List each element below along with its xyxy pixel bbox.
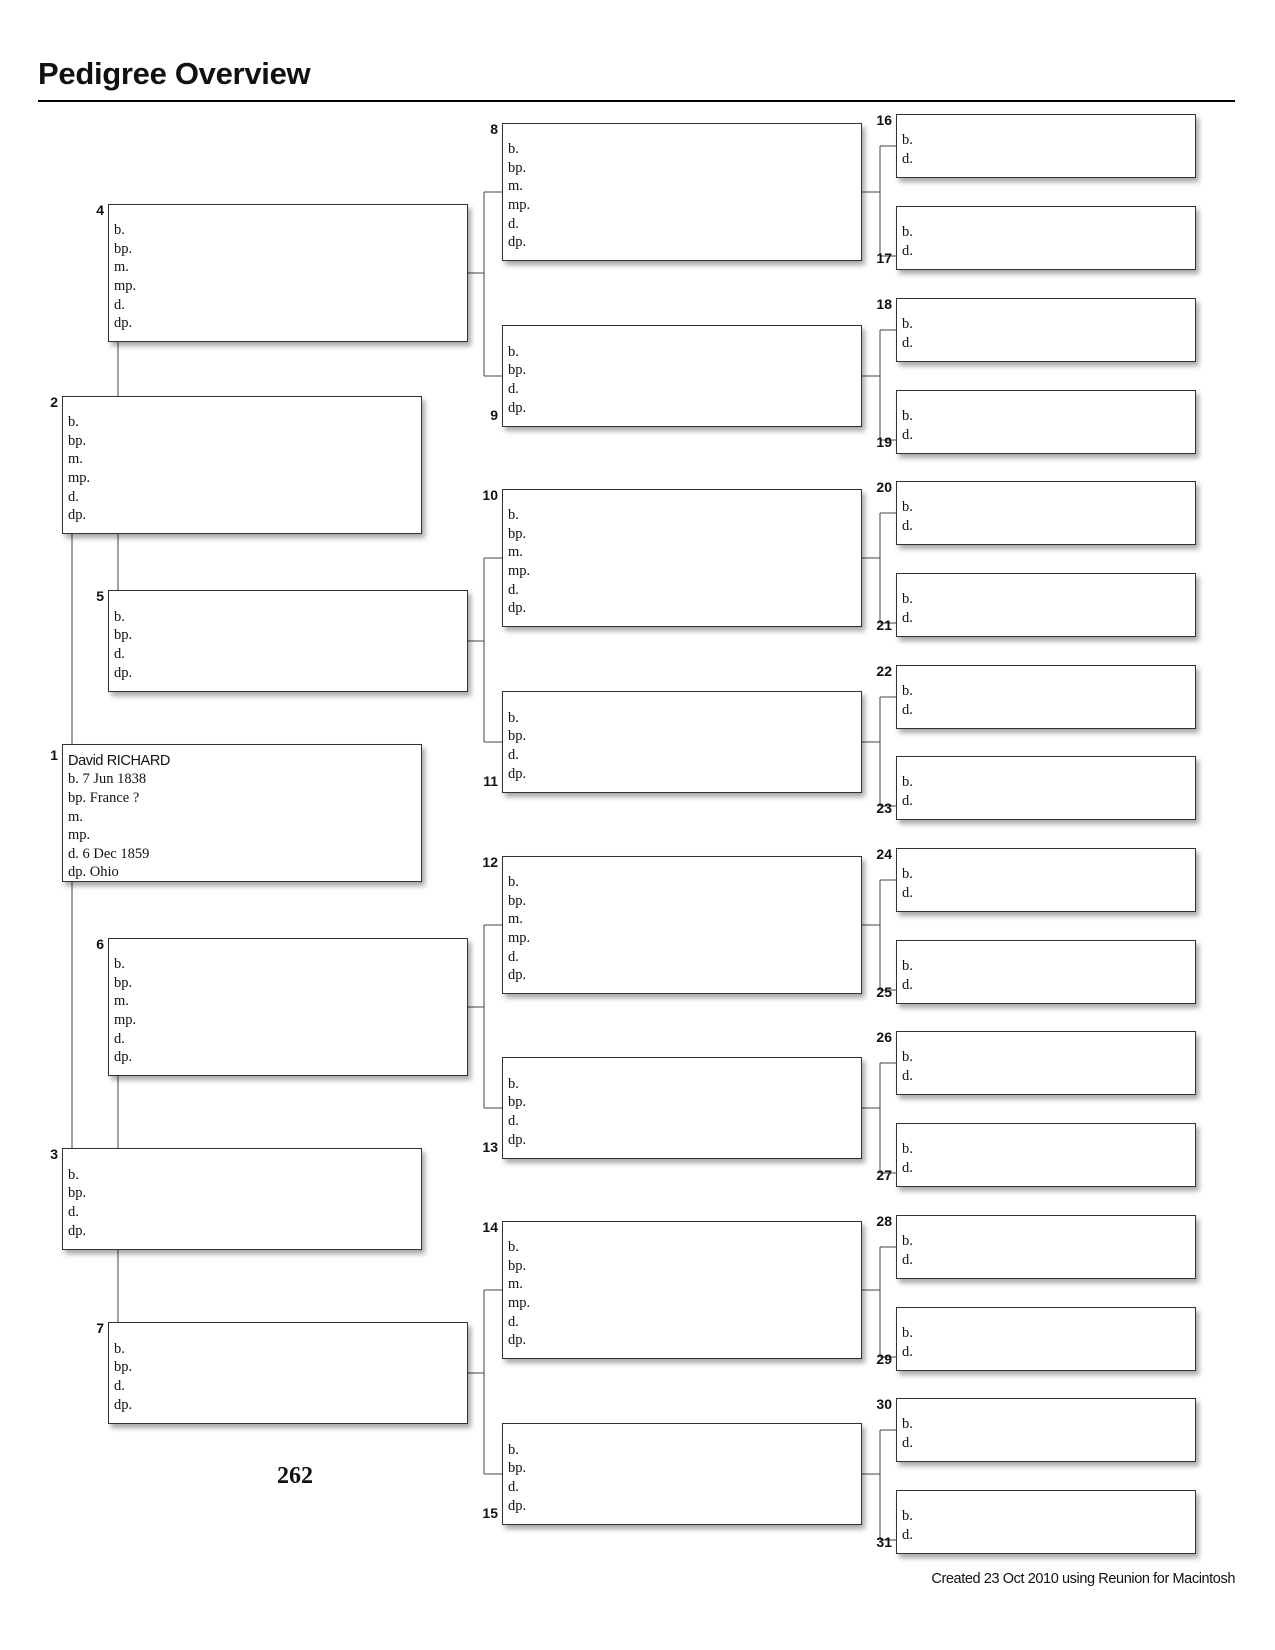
person-field: dp. [508, 765, 527, 782]
person-number-18: 18 [876, 296, 892, 312]
person-fields [508, 343, 857, 417]
person-fields [902, 1324, 1191, 1361]
person-field: dp. [508, 967, 527, 984]
person-fields [902, 957, 1191, 994]
person-box-17 [896, 206, 1196, 270]
person-field: b. [902, 1325, 913, 1342]
person-field: dp. [114, 1396, 133, 1413]
person-number-19: 19 [876, 434, 892, 450]
person-box-9 [502, 325, 862, 427]
person-field: mp. [508, 562, 531, 579]
person-number-25: 25 [876, 984, 892, 1000]
person-field: b. [902, 408, 913, 425]
page-number: 262 [277, 1463, 313, 1489]
person-fields [902, 590, 1191, 627]
person-field: bp. [508, 362, 527, 379]
person-number-15: 15 [482, 1505, 498, 1521]
person-field: bp. [114, 974, 133, 991]
person-number-31: 31 [876, 1534, 892, 1550]
person-field: d. [114, 645, 125, 662]
person-number-30: 30 [876, 1396, 892, 1412]
person-fields [902, 407, 1191, 444]
person-field: b. [902, 774, 913, 791]
person-fields [902, 315, 1191, 352]
person-box-26 [896, 1031, 1196, 1095]
person-field: b. [902, 316, 913, 333]
person-fields [902, 1232, 1191, 1269]
person-box-16 [896, 114, 1196, 178]
person-fields [902, 1140, 1191, 1177]
person-fields [508, 506, 857, 618]
person-field: b. [508, 1075, 519, 1092]
person-field: b. [902, 132, 913, 149]
person-box-12 [502, 856, 862, 994]
person-field: mp. [114, 277, 137, 294]
person-field: d. [902, 517, 913, 534]
person-number-1: 1 [50, 747, 58, 763]
person-field: d. [902, 1067, 913, 1084]
person-number-21: 21 [876, 617, 892, 633]
person-field: d. [114, 1030, 125, 1047]
person-number-22: 22 [876, 663, 892, 679]
person-field: d. [508, 1478, 519, 1495]
person-box-13 [502, 1057, 862, 1159]
person-field: d. [902, 242, 913, 259]
person-number-5: 5 [96, 588, 104, 604]
person-field: d. [114, 1377, 125, 1394]
person-field: bp. [114, 240, 133, 257]
person-field: b. [114, 956, 125, 973]
person-field: d. [508, 215, 519, 232]
person-number-28: 28 [876, 1213, 892, 1229]
person-field: bp. [114, 1359, 133, 1376]
person-fields [114, 608, 463, 682]
person-field: b. [902, 958, 913, 975]
person-field: b. [902, 1141, 913, 1158]
person-box-18 [896, 298, 1196, 362]
person-field: b. [902, 1416, 913, 1433]
person-field: m. [508, 544, 523, 561]
person-field: bp. [508, 1094, 527, 1111]
person-field: d. [902, 792, 913, 809]
person-field: b. [508, 1239, 519, 1256]
person-fields [902, 1048, 1191, 1085]
person-field: d. [902, 1343, 913, 1360]
person-field: bp. France ? [68, 790, 140, 807]
person-field: d. [902, 334, 913, 351]
person-field: b. [902, 224, 913, 241]
person-fields [68, 752, 417, 882]
person-box-6 [108, 938, 468, 1076]
person-box-1 [62, 744, 422, 882]
person-field: d. [508, 1112, 519, 1129]
person-field: dp. [68, 507, 87, 524]
person-fields [902, 1507, 1191, 1544]
person-box-20 [896, 481, 1196, 545]
person-field: mp. [508, 929, 531, 946]
person-field: b. [114, 1340, 125, 1357]
person-field: m. [114, 259, 129, 276]
person-field: dp. [508, 1497, 527, 1514]
person-field: d. [902, 884, 913, 901]
person-field: b. [508, 343, 519, 360]
person-number-4: 4 [96, 202, 104, 218]
person-field: m. [68, 808, 83, 825]
person-field: d. [902, 426, 913, 443]
person-field: b. 7 Jun 1838 [68, 771, 147, 788]
person-fields [902, 223, 1191, 260]
person-field: d. [508, 948, 519, 965]
person-box-24 [896, 848, 1196, 912]
person-field: mp. [508, 196, 531, 213]
person-field: d. [68, 1203, 79, 1220]
person-field: b. [114, 222, 125, 239]
person-field: bp. [508, 525, 527, 542]
person-field: m. [508, 178, 523, 195]
person-field: bp. [508, 728, 527, 745]
person-field: b. [902, 683, 913, 700]
person-box-31 [896, 1490, 1196, 1554]
person-field: m. [508, 1276, 523, 1293]
person-number-2: 2 [50, 394, 58, 410]
person-box-29 [896, 1307, 1196, 1371]
person-box-27 [896, 1123, 1196, 1187]
person-field: dp. Ohio [68, 864, 119, 881]
person-field: dp. [114, 664, 133, 681]
footer-credit: Created 23 Oct 2010 using Reunion for Macintosh [931, 1571, 1235, 1587]
person-fields [902, 682, 1191, 719]
person-field: bp. [508, 1460, 527, 1477]
person-number-17: 17 [876, 250, 892, 266]
person-field: b. [68, 414, 79, 431]
person-fields [114, 1340, 463, 1414]
person-box-14 [502, 1221, 862, 1359]
person-box-25 [896, 940, 1196, 1004]
person-field: d. [902, 609, 913, 626]
person-field: mp. [68, 827, 91, 844]
person-field: b. [902, 1233, 913, 1250]
person-field: b. [902, 1508, 913, 1525]
person-field: b. [902, 866, 913, 883]
person-field: b. [508, 1441, 519, 1458]
person-number-24: 24 [876, 846, 892, 862]
person-field: d. 6 Dec 1859 [68, 845, 150, 862]
person-field: d. [902, 1251, 913, 1268]
person-field: d. [68, 488, 79, 505]
person-fields [508, 140, 857, 252]
person-number-14: 14 [482, 1219, 498, 1235]
person-field: m. [508, 911, 523, 928]
person-field: bp. [68, 432, 87, 449]
person-fields [902, 1415, 1191, 1452]
person-field: b. [508, 141, 519, 158]
person-number-10: 10 [482, 487, 498, 503]
person-fields [508, 873, 857, 985]
person-box-8 [502, 123, 862, 261]
person-field: d. [508, 746, 519, 763]
person-field: mp. [508, 1294, 531, 1311]
person-field: d. [902, 976, 913, 993]
person-field: m. [114, 993, 129, 1010]
person-field: d. [902, 1526, 913, 1543]
person-number-9: 9 [490, 407, 498, 423]
person-field: d. [902, 701, 913, 718]
person-fields [508, 1075, 857, 1149]
person-box-23 [896, 756, 1196, 820]
person-number-26: 26 [876, 1029, 892, 1045]
person-field: d. [902, 1159, 913, 1176]
person-field: dp. [114, 315, 133, 332]
person-field: bp. [508, 159, 527, 176]
person-field: b. [902, 499, 913, 516]
person-field: d. [902, 150, 913, 167]
person-field: dp. [114, 1049, 133, 1066]
person-box-7 [108, 1322, 468, 1424]
person-field: b. [508, 507, 519, 524]
person-fields [902, 131, 1191, 168]
person-field: b. [114, 608, 125, 625]
person-box-15 [502, 1423, 862, 1525]
person-field: dp. [508, 600, 527, 617]
person-number-27: 27 [876, 1167, 892, 1183]
person-box-2 [62, 396, 422, 534]
person-field: b. [508, 874, 519, 891]
person-number-12: 12 [482, 854, 498, 870]
person-box-28 [896, 1215, 1196, 1279]
person-fields [508, 1441, 857, 1515]
person-field: dp. [508, 1131, 527, 1148]
person-number-23: 23 [876, 800, 892, 816]
person-fields [902, 773, 1191, 810]
person-field: b. [902, 591, 913, 608]
person-field: bp. [114, 627, 133, 644]
person-fields [114, 221, 463, 333]
person-box-3 [62, 1148, 422, 1250]
person-field: dp. [508, 234, 527, 251]
person-number-6: 6 [96, 936, 104, 952]
person-box-30 [896, 1398, 1196, 1462]
person-number-29: 29 [876, 1351, 892, 1367]
person-fields [508, 1238, 857, 1350]
person-field: b. [68, 1166, 79, 1183]
person-field: dp. [68, 1222, 87, 1239]
person-box-11 [502, 691, 862, 793]
person-field: b. [902, 1049, 913, 1066]
person-fields [68, 1166, 417, 1240]
person-number-20: 20 [876, 479, 892, 495]
person-box-4 [108, 204, 468, 342]
person-box-10 [502, 489, 862, 627]
person-field: m. [68, 451, 83, 468]
page-title: Pedigree Overview [38, 56, 311, 91]
person-field: b. [508, 709, 519, 726]
person-box-21 [896, 573, 1196, 637]
person-field: d. [114, 296, 125, 313]
person-field: mp. [114, 1011, 137, 1028]
person-number-3: 3 [50, 1146, 58, 1162]
person-field: dp. [508, 399, 527, 416]
person-number-7: 7 [96, 1320, 104, 1336]
person-fields [68, 413, 417, 525]
person-field: mp. [68, 469, 91, 486]
person-field: bp. [508, 892, 527, 909]
person-box-19 [896, 390, 1196, 454]
person-field: d. [508, 380, 519, 397]
person-box-5 [108, 590, 468, 692]
person-fields [114, 955, 463, 1067]
person-name: David RICHARD [68, 752, 170, 769]
person-fields [902, 865, 1191, 902]
person-number-11: 11 [483, 773, 498, 789]
person-number-13: 13 [482, 1139, 498, 1155]
person-number-16: 16 [876, 112, 892, 128]
person-number-8: 8 [490, 121, 498, 137]
person-field: d. [508, 581, 519, 598]
person-field: dp. [508, 1332, 527, 1349]
person-fields [508, 709, 857, 783]
person-field: bp. [508, 1257, 527, 1274]
person-fields [902, 498, 1191, 535]
person-field: bp. [68, 1185, 87, 1202]
person-field: d. [508, 1313, 519, 1330]
person-box-22 [896, 665, 1196, 729]
person-field: d. [902, 1434, 913, 1451]
